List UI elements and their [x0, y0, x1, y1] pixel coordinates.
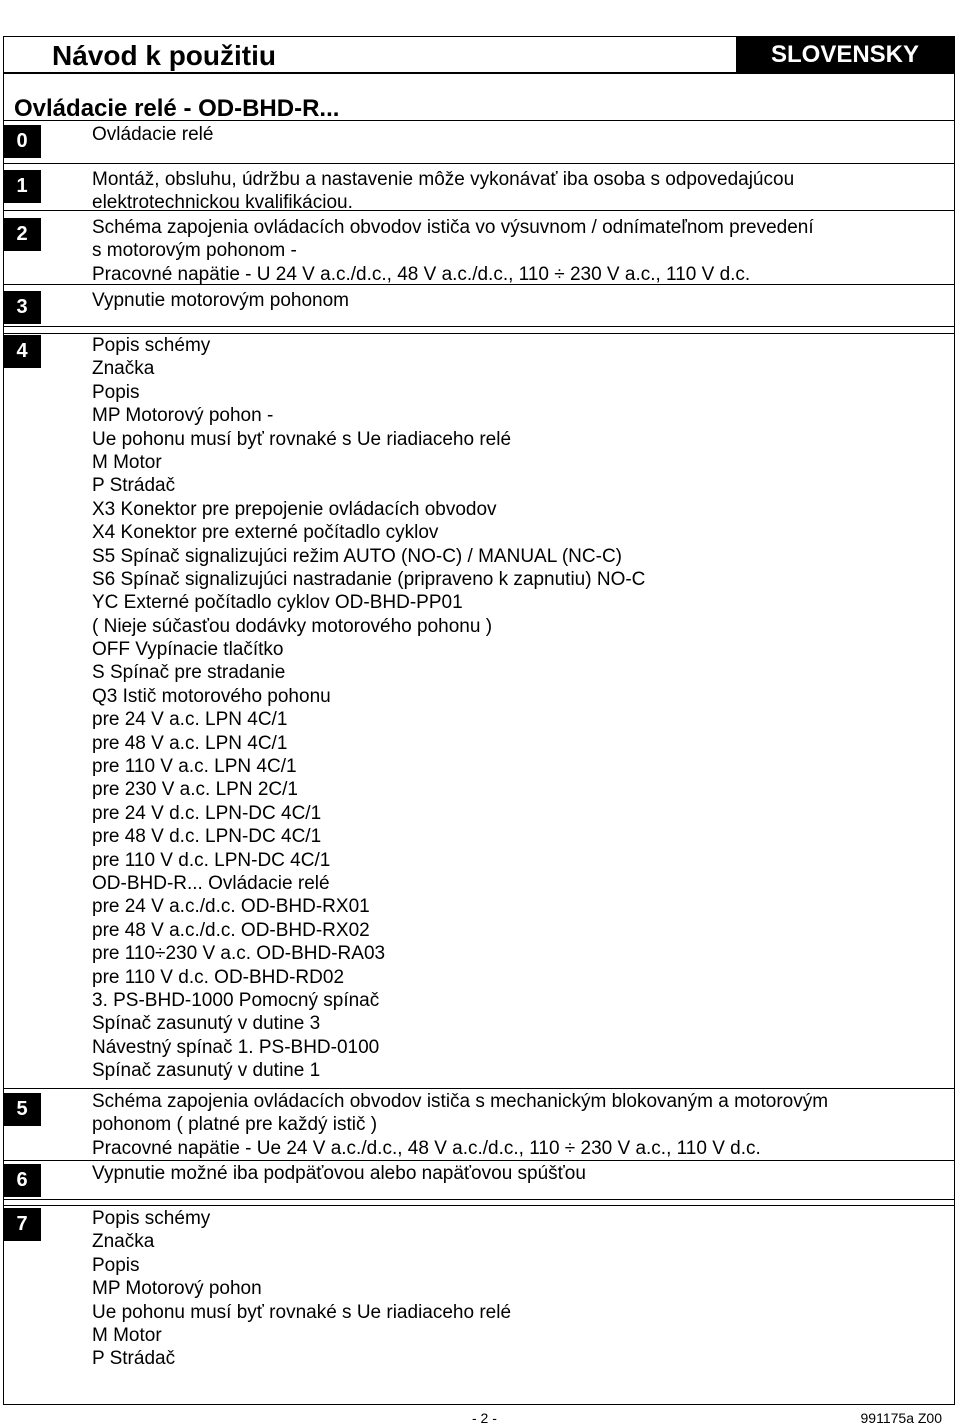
row-text-2 — [92, 216, 814, 286]
text-line: Popis schémy — [92, 335, 211, 356]
text-line: pre 24 V a.c./d.c. OD-BHD-RX01 — [92, 896, 370, 918]
row-text-3 — [92, 289, 349, 312]
text-line: OFF Vypínacie tlačítko — [92, 639, 284, 661]
text-line: pre 48 V a.c./d.c. OD-BHD-RX02 — [92, 919, 370, 941]
text-line: pre 24 V d.c. LPN-DC 4C/1 — [92, 802, 322, 824]
text-line: MP Motorový pohon — [92, 1278, 262, 1300]
row-text-4 — [92, 334, 645, 1083]
document-title: Návod k použitiu — [52, 40, 276, 71]
text-line: Ovládacie relé — [92, 124, 214, 145]
section-heading: Ovládacie relé - OD-BHD-R... — [14, 95, 340, 122]
text-line: X4 Konektor pre externé počítadlo cyklov — [92, 522, 439, 544]
row-number-7: 7 — [3, 1208, 41, 1241]
text-line: pre 48 V d.c. LPN-DC 4C/1 — [92, 826, 322, 848]
text-line: Návestný spínač 1. PS-BHD-0100 — [92, 1036, 380, 1058]
row-divider — [3, 163, 955, 164]
text-line: Montáž, obsluhu, údržbu a nastavenie môže vykonávať iba osoba s odpovedajúcou — [92, 169, 795, 190]
text-line: pre 230 V a.c. LPN 2C/1 — [92, 779, 298, 801]
row-text-0 — [92, 123, 213, 146]
text-line: Ue pohonu musí byť rovnaké s Ue riadiaceho relé — [92, 1301, 512, 1323]
row-number-3: 3 — [3, 291, 41, 324]
text-line: P Strádač — [92, 475, 176, 497]
text-line: Popis — [92, 1254, 140, 1276]
text-line: Vypnutie možné iba podpäťovou alebo napäťovou spúšťou — [92, 1163, 586, 1184]
row-number-0: 0 — [3, 125, 41, 158]
text-line: pre 110÷230 V a.c. OD-BHD-RA03 — [92, 943, 386, 965]
row-text-7 — [92, 1207, 511, 1371]
text-line: Popis — [92, 381, 140, 403]
text-line: M Motor — [92, 1324, 162, 1346]
language-tab: SLOVENSKY — [736, 37, 954, 73]
text-line: pre 110 V d.c. OD-BHD-RD02 — [92, 966, 345, 988]
text-line: Pracovné napätie - U 24 V a.c./d.c., 48 V a.c./d.c., 110 ÷ 230 V a.c., 110 V d.c. — [92, 263, 751, 285]
row-text-6 — [92, 1162, 586, 1185]
row-number-5: 5 — [3, 1093, 41, 1126]
text-line: MP Motorový pohon - — [92, 405, 274, 427]
row-divider — [3, 1199, 955, 1200]
row-number-4: 4 — [3, 335, 41, 368]
text-line: OD-BHD-R... Ovládacie relé — [92, 872, 330, 894]
text-line: pre 110 V a.c. LPN 4C/1 — [92, 756, 297, 778]
row-divider — [3, 1088, 955, 1089]
text-line: Ue pohonu musí byť rovnaké s Ue riadiaceho relé — [92, 428, 512, 450]
text-line: ( Nieje súčasťou dodávky motorového pohonu ) — [92, 615, 493, 637]
row-number-1: 1 — [3, 170, 41, 203]
row-divider — [3, 1205, 955, 1206]
row-text-1 — [92, 168, 794, 215]
text-line: Q3 Istič motorového pohonu — [92, 685, 331, 707]
text-line: Schéma zapojenia ovládacích obvodov ističa vo výsuvnom / odnímateľnom prevedení — [92, 217, 814, 238]
text-line: S6 Spínač signalizujúci nastradanie (pripraveno k zapnutiu) NO-C — [92, 568, 646, 590]
document-code: 991175a Z00 — [860, 1410, 942, 1426]
text-line: Značka — [92, 1231, 155, 1253]
text-line: Vypnutie motorovým pohonom — [92, 290, 349, 311]
text-line: X3 Konektor pre prepojenie ovládacích obvodov — [92, 498, 497, 520]
row-divider — [3, 120, 955, 121]
text-line: pre 24 V a.c. LPN 4C/1 — [92, 709, 288, 731]
text-line: 3. PS-BHD-1000 Pomocný spínač — [92, 989, 380, 1011]
text-line: P Strádač — [92, 1348, 176, 1370]
text-line: Spínač zasunutý v dutine 3 — [92, 1013, 321, 1035]
row-divider — [3, 326, 955, 327]
text-line: YC Externé počítadlo cyklov OD-BHD-PP01 — [92, 592, 463, 614]
row-number-2: 2 — [3, 218, 41, 251]
text-line: pre 48 V a.c. LPN 4C/1 — [92, 732, 288, 754]
text-line: pohonom ( platné pre každý istič ) — [92, 1114, 378, 1136]
text-line: Popis schémy — [92, 1208, 211, 1229]
text-line: s motorovým pohonom - — [92, 240, 297, 262]
text-line: Pracovné napätie - Ue 24 V a.c./d.c., 48 V a.c./d.c., 110 ÷ 230 V a.c., 110 V d.c. — [92, 1137, 761, 1159]
page-number: - 2 - — [472, 1410, 497, 1426]
row-number-6: 6 — [3, 1164, 41, 1197]
text-line: Spínač zasunutý v dutine 1 — [92, 1060, 321, 1082]
text-line: pre 110 V d.c. LPN-DC 4C/1 — [92, 849, 331, 871]
text-line: Značka — [92, 358, 155, 380]
text-line: S5 Spínač signalizujúci režim AUTO (NO-C) / MANUAL (NC-C) — [92, 545, 622, 567]
row-text-5 — [92, 1090, 828, 1160]
text-line: M Motor — [92, 451, 162, 473]
text-line: elektrotechnickou kvalifikáciou. — [92, 192, 353, 214]
text-line: Schéma zapojenia ovládacích obvodov ističa s mechanickým blokovaným a motorovým — [92, 1091, 829, 1112]
text-line: S Spínač pre stradanie — [92, 662, 286, 684]
